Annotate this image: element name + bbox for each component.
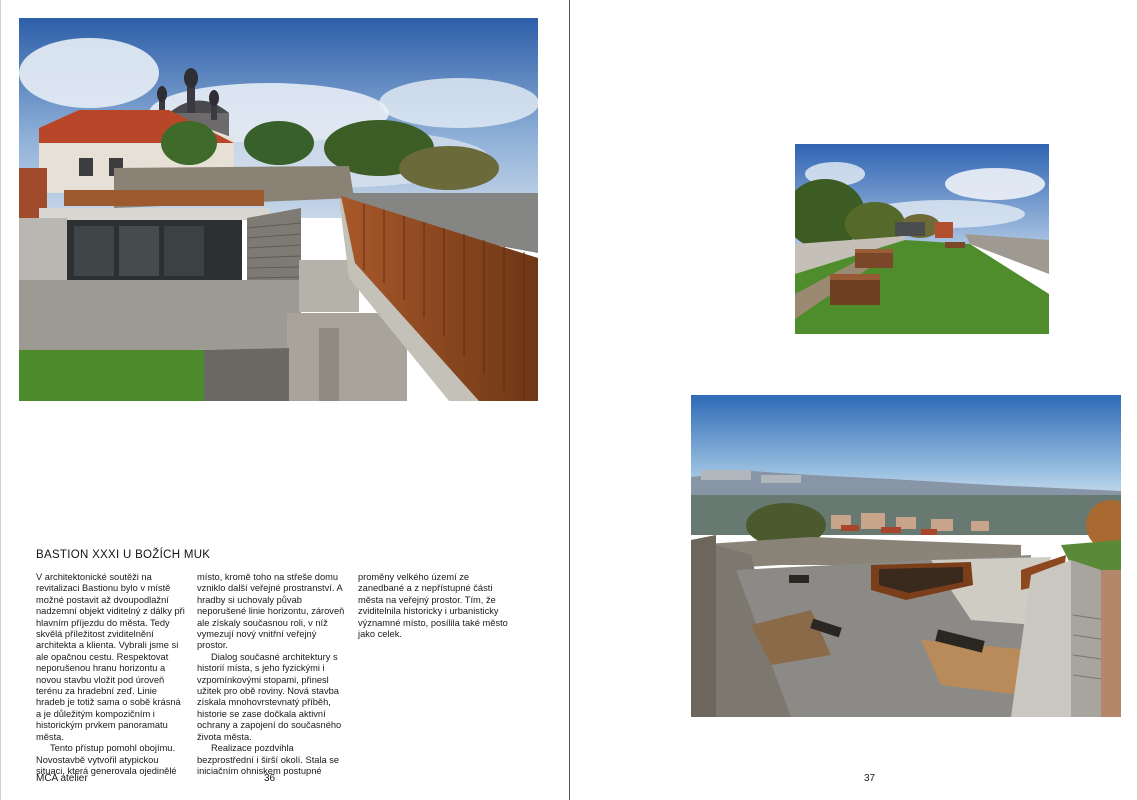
paragraph: Tento přístup pomohl obojímu. Novostavbě vytvořil atypickou situaci, která generovala ojedinělé [36,743,177,776]
photo-bastion-entrance [19,18,538,401]
right-page [569,0,1138,800]
footer-author: MCA atelier [36,773,88,784]
paragraph: místo, kromě toho na střeše domu vzniklo další veřejné prostranství. A hradby si uchovaly půvab neporušené linie horizontu, zároveň ale získaly současnou roli, v níž vymezují nový vnitřní veřejný prostor. [197,572,345,651]
text-column-3 [358,572,508,640]
page-number-right: 37 [864,773,876,784]
text-column-1 [36,572,186,777]
article-title: BASTION XXXI U BOŽÍCH MUK [36,549,211,561]
paragraph: V architektonické soutěži na revitalizaci Bastionu bylo v místě možné postavit až dvoupodlažní nadzemní objekt viditelný z dálky při hlavním příjezdu do města. Tedy skvělá příležitost zviditelnění architekta a klienta. Vybrali jsme si ale opačnou cestu. Respektovat neporušenou hranu horizontu a novou stavbu vložit pod úroveň terénu za hradební zeď. Linie hradeb je totiž sama o sobě krásná a je důležitým kompozičním i historickým prvkem panoramatu města. [36,572,185,742]
photo-roof-lawn [795,144,1049,334]
paragraph: proměny velkého území ze zanedbané a z nepřístupné části města na veřejný prostor. Tím, že zviditelnila historicky i urbanisticky významné místo, posílila také město jako celek. [358,572,508,640]
paragraph: Dialog současné architektury s historií místa, s jeho fyzickými i vzpomínkovými stopami, přinesl užitek pro obě roviny. Nová stavba získala mnohovrstevnatý příběh, historie se zase dočkala aktivní ochrany a zapojení do současného života města. [197,651,342,742]
page-number-left: 36 [264,773,276,784]
text-column-2 [197,572,347,777]
photo-bastion-overview [691,395,1121,717]
paragraph: Realizace pozdvihla bezprostřední i širší okolí. Stala se iniciačním ohniskem postupné [197,743,340,776]
